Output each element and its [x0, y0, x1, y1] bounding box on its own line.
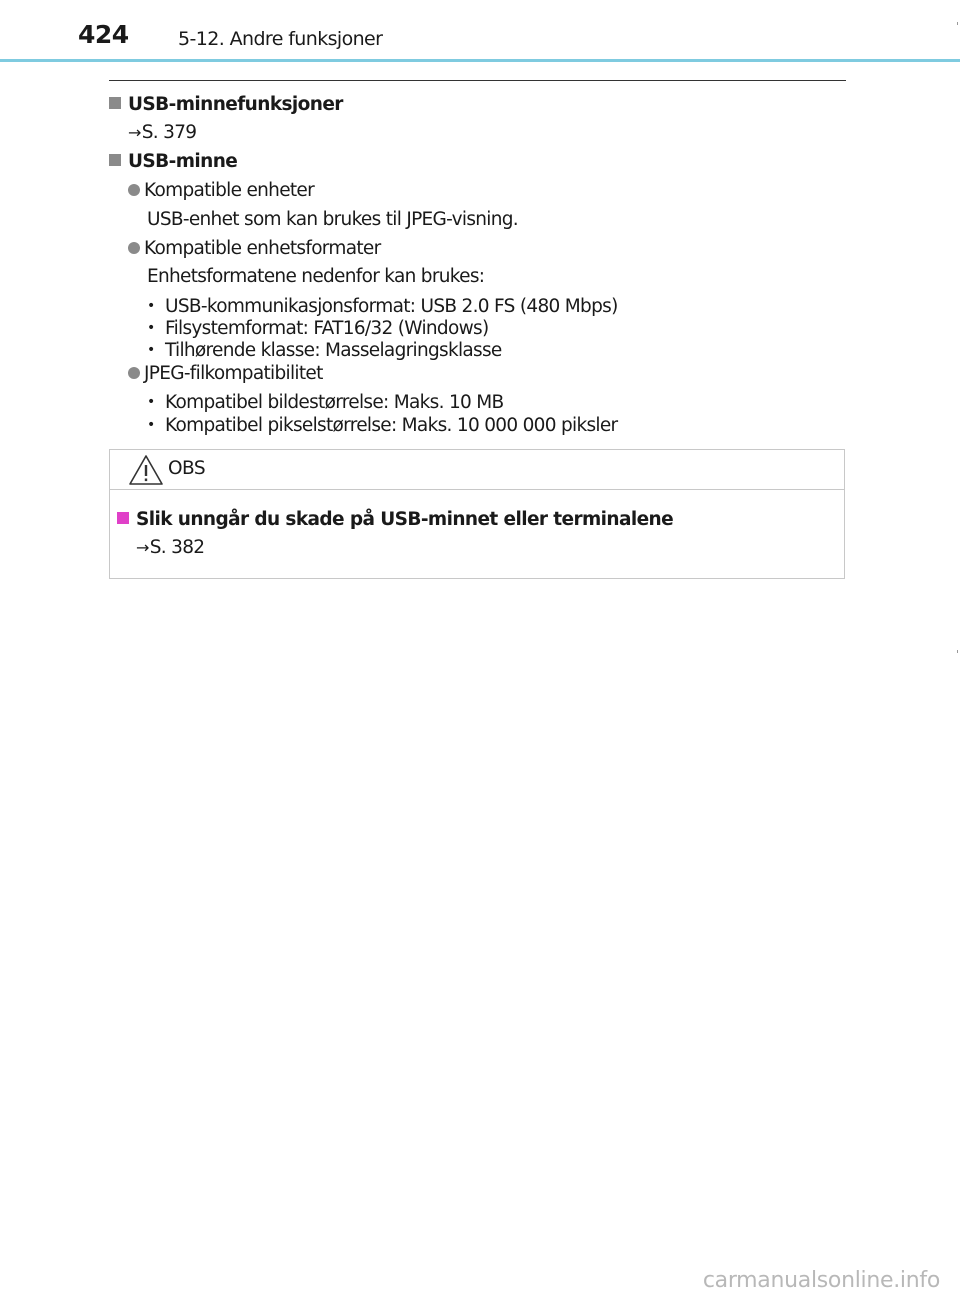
list-item: • Filsystemformat: FAT16/32 (Windows) [147, 318, 489, 339]
dot-bullet-icon: • [147, 394, 155, 410]
notice-header [110, 450, 844, 490]
text-compatible-devices: USB-enhet som kan brukes til JPEG-visning. [147, 209, 518, 230]
notice-label: OBS [168, 458, 206, 479]
square-bullet-icon [109, 154, 121, 166]
edge-tick [957, 22, 958, 25]
page-number: 424 [78, 20, 129, 49]
circle-bullet-icon [128, 367, 140, 379]
heading-usb-memory: USB-minne [109, 151, 237, 173]
reference-link-usb-functions[interactable]: →S. 379 [128, 122, 197, 143]
dot-bullet-icon: • [147, 417, 155, 433]
subheading-compatible-formats: Kompatible enhetsformater [128, 238, 381, 260]
heading-usb-functions: USB-minnefunksjoner [109, 94, 343, 116]
footer-watermark: carmanualsonline.info [702, 1268, 940, 1293]
notice-heading: Slik unngår du skade på USB-minnet eller terminalene [117, 509, 673, 531]
page-header [0, 0, 960, 60]
circle-bullet-icon [128, 184, 140, 196]
notice-box [109, 449, 845, 579]
dot-bullet-icon: • [147, 320, 155, 336]
subheading-compatible-devices: Kompatible enheter [128, 180, 314, 202]
circle-bullet-icon [128, 242, 140, 254]
dot-bullet-icon: • [147, 342, 155, 358]
subheading-jpeg: JPEG-filkompatibilitet [128, 363, 323, 385]
warning-triangle-icon [128, 454, 164, 486]
text-formats-intro: Enhetsformatene nedenfor kan brukes: [147, 266, 485, 287]
edge-tick [957, 650, 958, 653]
content-top-rule [109, 80, 846, 81]
list-item: • USB-kommunikasjonsformat: USB 2.0 FS (480 Mbps) [147, 296, 618, 317]
square-bullet-icon [109, 97, 121, 109]
header-rule [0, 59, 960, 62]
list-item: • Kompatibel bildestørrelse: Maks. 10 MB [147, 392, 504, 413]
section-title: 5-12. Andre funksjoner [178, 28, 383, 50]
arrow-right-icon: → [136, 538, 149, 557]
list-item: • Tilhørende klasse: Masselagringsklasse [147, 340, 502, 361]
arrow-right-icon: → [128, 123, 141, 142]
dot-bullet-icon: • [147, 298, 155, 314]
list-item: • Kompatibel pikselstørrelse: Maks. 10 000 000 piksler [147, 415, 618, 436]
square-bullet-icon [117, 512, 129, 524]
reference-link-notice[interactable]: →S. 382 [136, 537, 205, 558]
